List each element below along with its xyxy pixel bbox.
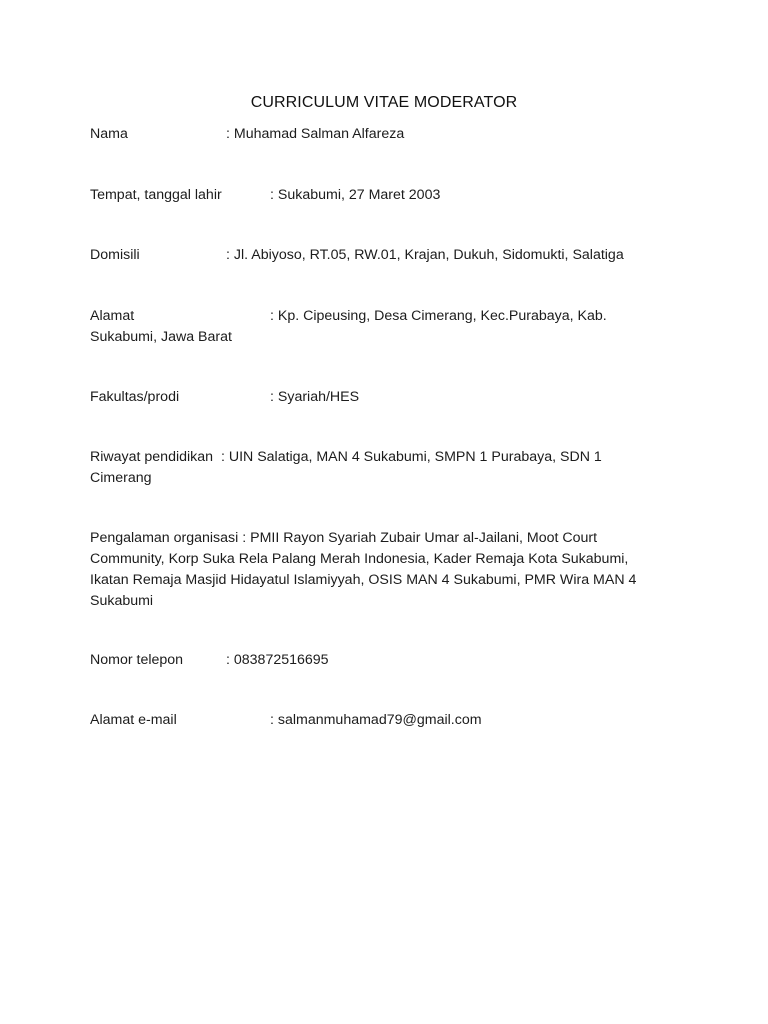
field-value-continuation: Ikatan Remaja Masjid Hidayatul Islamiyyah, OSIS MAN 4 Sukabumi, PMR Wira MAN 4: [90, 572, 637, 588]
field-nama: [90, 124, 690, 145]
field-value: : Syariah/HES: [270, 389, 360, 405]
field-tempat-tanggal-lahir: [90, 185, 690, 206]
field-value: : Kp. Cipeusing, Desa Cimerang, Kec.Purabaya, Kab.: [270, 308, 607, 324]
field-pengalaman-organisasi: [90, 528, 690, 612]
field-label: Fakultas/prodi: [90, 389, 180, 405]
field-label: Pengalaman organisasi: [90, 530, 239, 546]
field-value: : Sukabumi, 27 Maret 2003: [270, 187, 441, 203]
field-label: Alamat: [90, 308, 135, 324]
field-value: : UIN Salatiga, MAN 4 Sukabumi, SMPN 1 Purabaya, SDN 1: [220, 449, 602, 465]
field-alamat: [90, 306, 690, 348]
field-fakultas-prodi: [90, 387, 690, 408]
field-label: Riwayat pendidikan: [90, 449, 214, 465]
field-value: : Muhamad Salman Alfareza: [226, 126, 405, 142]
field-label: Nama: [90, 126, 128, 142]
document-title: CURRICULUM VITAE MODERATOR: [250, 94, 518, 111]
field-value-continuation: Sukabumi, Jawa Barat: [90, 329, 232, 345]
field-value: : 083872516695: [226, 652, 329, 668]
field-riwayat-pendidikan: [90, 447, 690, 489]
field-value-continuation: Community, Korp Suka Rela Palang Merah Indonesia, Kader Remaja Kota Sukabumi,: [90, 551, 629, 567]
field-nomor-telepon: [90, 650, 690, 671]
field-value: : PMII Rayon Syariah Zubair Umar al-Jailani, Moot Court: [242, 530, 598, 546]
field-label: Alamat e-mail: [90, 712, 177, 728]
field-value-continuation: Sukabumi: [90, 593, 154, 609]
field-value: : salmanmuhamad79@gmail.com: [270, 712, 482, 728]
field-value: : Jl. Abiyoso, RT.05, RW.01, Krajan, Dukuh, Sidomukti, Salatiga: [226, 247, 624, 263]
field-value-continuation: Cimerang: [90, 470, 152, 486]
field-label: Tempat, tanggal lahir: [90, 187, 222, 203]
field-label: Nomor telepon: [90, 652, 184, 668]
field-alamat-email: [90, 710, 690, 731]
field-label: Domisili: [90, 247, 140, 263]
field-domisili: [90, 245, 690, 266]
